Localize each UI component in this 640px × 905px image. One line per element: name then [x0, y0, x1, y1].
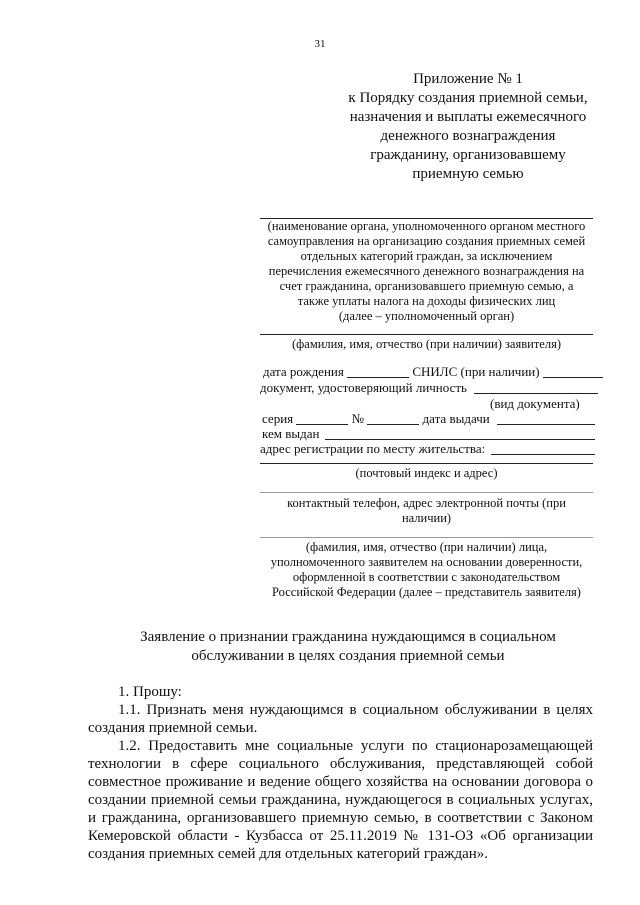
contact-hint — [260, 496, 593, 526]
appendix-line: к Порядку создания приемной семьи, — [348, 90, 588, 106]
registration-field[interactable] — [491, 454, 595, 455]
appendix-line: Приложение № 1 — [413, 71, 523, 87]
issued-by-row — [262, 426, 595, 442]
issued-by-label: кем выдан — [262, 426, 320, 441]
representative-hint-line: (фамилия, имя, отчество (при наличии) лица, — [305, 540, 548, 554]
contact-hint-line: контактный телефон, адрес электронной почты (при — [287, 496, 566, 510]
issued-by-field[interactable] — [325, 439, 595, 440]
birth-date-label: дата рождения — [263, 364, 344, 379]
appendix-line: назначения и выплаты ежемесячного — [349, 109, 587, 125]
birth-date-row — [263, 364, 603, 380]
snils-field[interactable] — [543, 377, 603, 378]
organ-hint-line: счет гражданина, организовавшего приемную семью, а — [279, 279, 574, 293]
organ-hint-line: отдельных категорий граждан, за исключением — [300, 249, 553, 263]
organ-hint — [260, 219, 593, 324]
representative-fill-line[interactable] — [260, 537, 593, 538]
series-row — [262, 411, 595, 427]
contact-hint-line: наличии) — [401, 511, 452, 525]
id-doc-label: документ, удостоверяющий личность — [260, 380, 467, 395]
page-number: 31 — [314, 38, 326, 50]
series-field[interactable] — [296, 424, 348, 425]
id-doc-row — [260, 380, 598, 396]
postal-fill-line[interactable] — [260, 463, 593, 464]
appendix-line: приемную семью — [412, 166, 524, 182]
number-label: № — [351, 411, 365, 426]
representative-hint-line: уполномоченного заявителем на основании доверенности, — [270, 555, 583, 569]
organ-hint-line: перечисления ежемесячного денежного вознаграждения на — [268, 264, 585, 278]
issue-date-label: дата выдачи — [422, 411, 490, 426]
statement-title-line: Заявление о признании гражданина нуждающимся в социальном — [140, 629, 556, 645]
statement-title-line: обслуживании в целях создания приемной семьи — [191, 648, 505, 664]
registration-label: адрес регистрации по месту жительства: — [260, 441, 486, 456]
organ-hint-line: самоуправления на организацию создания приемных семей — [267, 234, 586, 248]
organ-hint-line: также уплаты налога на доходы физических лиц — [297, 294, 556, 308]
issue-date-field[interactable] — [497, 424, 595, 425]
paragraph-1-1: 1.1. Признать меня нуждающимся в социальном обслуживании в целях создания приемной семьи. — [88, 702, 593, 736]
statement-title — [60, 628, 636, 666]
snils-label: СНИЛС (при наличии) — [412, 364, 540, 379]
applicant-hint: (фамилия, имя, отчество (при наличии) заявителя) — [292, 337, 561, 351]
postal-hint: (почтовый индекс и адрес) — [355, 466, 498, 480]
representative-hint-line: Российской Федерации (далее – представитель заявителя) — [272, 585, 581, 599]
id-doc-field[interactable] — [474, 393, 598, 394]
applicant-fill-line[interactable] — [260, 334, 593, 335]
appendix-line: гражданину, организовавшему — [370, 147, 566, 163]
contact-fill-line[interactable] — [260, 492, 593, 493]
birth-date-field[interactable] — [347, 377, 409, 378]
organ-hint-line: (наименование органа, уполномоченного органом местного — [267, 219, 586, 233]
appendix-header — [318, 70, 618, 184]
paragraph-1: 1. Прошу: — [118, 684, 182, 700]
paragraph-1-2: 1.2. Предоставить мне социальные услуги по стационарозамещающей технологии в сфере социального обслуживания, представляющей собой совместное проживание и ведение общего хозяйства на основании договора о создании приемной семьи гражданина, нуждающегося в социальных услугах, и гражданина, организовавшего приемную семью, в соответствии с Законом Кемеровской области - Кузбасса от 25.11.2019 № 131-ОЗ «Об организации создания приемных семей для отдельных категорий граждан». — [88, 738, 593, 862]
organ-hint-line: (далее – уполномоченный орган) — [338, 309, 515, 323]
series-label: серия — [262, 411, 294, 426]
registration-row — [260, 441, 595, 457]
doc-type-hint: (вид документа) — [490, 396, 580, 411]
representative-hint — [260, 540, 593, 600]
appendix-line: денежного вознаграждения — [380, 128, 556, 144]
representative-hint-line: оформленной в соответствии с законодательством — [292, 570, 561, 584]
statement-body — [88, 683, 593, 863]
number-field[interactable] — [367, 424, 419, 425]
